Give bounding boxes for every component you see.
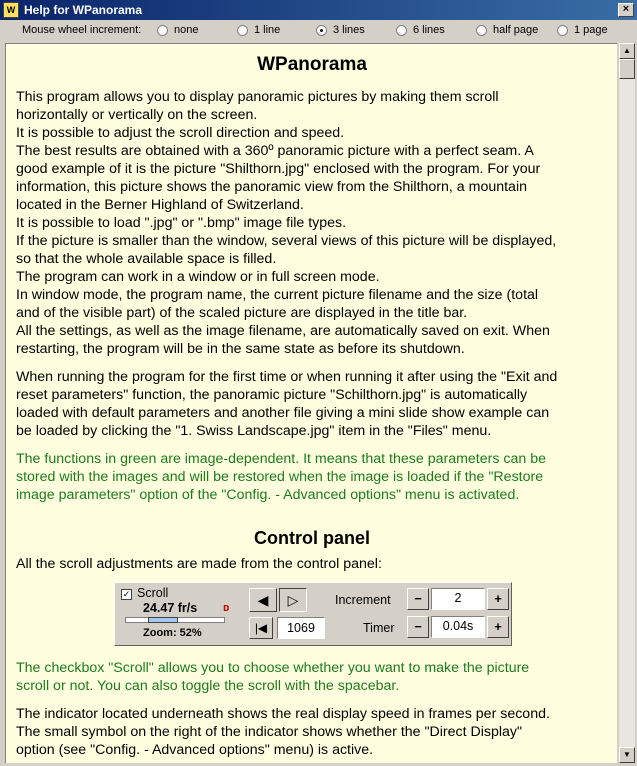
wheel-option-1-line[interactable]: 1 line <box>237 23 280 37</box>
wheel-option-half-page[interactable]: half page <box>476 23 538 37</box>
zoom-label: Zoom: 52% <box>143 627 202 639</box>
wheel-increment-bar <box>0 20 637 41</box>
timer-minus-button[interactable]: − <box>407 616 429 638</box>
position-field[interactable]: 1069 <box>277 617 325 639</box>
zoom-slider[interactable] <box>125 617 225 623</box>
radio-icon[interactable] <box>316 25 327 36</box>
scroll-label: Scroll <box>137 586 169 600</box>
scroll-up-icon[interactable]: ▲ <box>619 43 635 59</box>
wheel-option-none[interactable]: none <box>157 23 198 37</box>
control-panel-image <box>114 582 512 646</box>
scroll-checkbox[interactable]: ✓ <box>122 589 131 599</box>
wheel-option-6-lines[interactable]: 6 lines <box>396 23 445 37</box>
wheel-option-1-page[interactable]: 1 page <box>557 23 608 37</box>
zoom-slider-thumb[interactable] <box>148 617 178 623</box>
increment-plus-button[interactable]: + <box>487 588 509 610</box>
increment-label: Increment <box>335 593 391 607</box>
direct-display-icon: ᴅ <box>223 602 230 614</box>
radio-icon[interactable] <box>557 25 568 36</box>
speed-indicator: 24.47 fr/s <box>143 601 198 615</box>
timer-field[interactable]: 0.04s <box>431 616 485 638</box>
first-run-text: When running the program for the first time or when running it after using the "Exit and reset parameters" function, the panoramic picture "Schilthorn.jpg" is automatically loaded with default parameters and another file giving a mini slide show example can be loaded by clicking the "1. Swiss Landscape.jpg" item in the "Files" menu. <box>16 369 558 439</box>
page-title: WPanorama <box>257 54 367 75</box>
help-content[interactable] <box>5 43 617 763</box>
reset-position-button[interactable]: |◀ <box>249 617 273 639</box>
increment-field[interactable]: 2 <box>431 588 485 610</box>
app-icon: W <box>3 2 19 18</box>
section-intro-text: All the scroll adjustments are made from the control panel: <box>16 556 382 572</box>
window-title: Help for WPanorama <box>24 3 143 17</box>
scroll-left-button[interactable]: ◀ <box>249 588 277 612</box>
radio-icon[interactable] <box>396 25 407 36</box>
checkbox-note-text: The checkbox "Scroll" allows you to choose whether you want to make the picture scroll or not. You can also toggle the scroll with the spacebar. <box>16 660 530 694</box>
radio-icon[interactable] <box>237 25 248 36</box>
timer-plus-button[interactable]: + <box>487 616 509 638</box>
timer-label: Timer <box>363 621 395 635</box>
title-bar <box>0 0 637 20</box>
indicator-note-text: The indicator located underneath shows the real display speed in frames per second. The small symbol on the right of the indicator shows whether the "Direct Display" option (see "Config. - Advanced options" menu) is active. <box>16 706 550 758</box>
scroll-right-button[interactable]: ▷ <box>279 588 307 612</box>
close-button[interactable]: × <box>618 3 634 17</box>
increment-minus-button[interactable]: − <box>407 588 429 610</box>
section-title: Control panel <box>254 528 370 548</box>
radio-icon[interactable] <box>157 25 168 36</box>
vertical-scrollbar[interactable] <box>619 43 635 763</box>
wheel-option-3-lines[interactable]: 3 lines <box>316 23 365 37</box>
scroll-down-icon[interactable]: ▼ <box>619 747 635 763</box>
green-note-text: The functions in green are image-dependent. It means that these parameters can be stored with the images and will be restored when the image is loaded if the "Restore image parameters" option of the "Config. - Advanced options" menu is activated. <box>16 451 546 503</box>
radio-icon[interactable] <box>476 25 487 36</box>
intro-text: This program allows you to display panoramic pictures by making them scroll horizontally or vertically on the screen. It is possible to adjust the scroll direction and speed. The best results are obtained with a 360º panoramic picture with a perfect seam. A good example of it is the picture "Shilthorn.jpg" enclosed with the program. For your information, this picture shows the panoramic view from the Shilthorn, a mountain located in the Berner Highland of Switzerland. It is possible to load ".jpg" or ".bmp" image file types. If the picture is smaller than the window, several views of this picture will be displayed, so that the whole available space is filled. The program can work in a window or in full screen mode. In window mode, the program name, the current picture filename and the size (total and of the visible part) of the scaled picture are displayed in the title bar. All the settings, as well as the image filename, are automatically saved on exit. When restarting, the program will be in the same state as before its shutdown. <box>16 89 557 357</box>
wheel-increment-label: Mouse wheel increment: <box>22 24 142 36</box>
scrollbar-thumb[interactable] <box>619 59 635 79</box>
